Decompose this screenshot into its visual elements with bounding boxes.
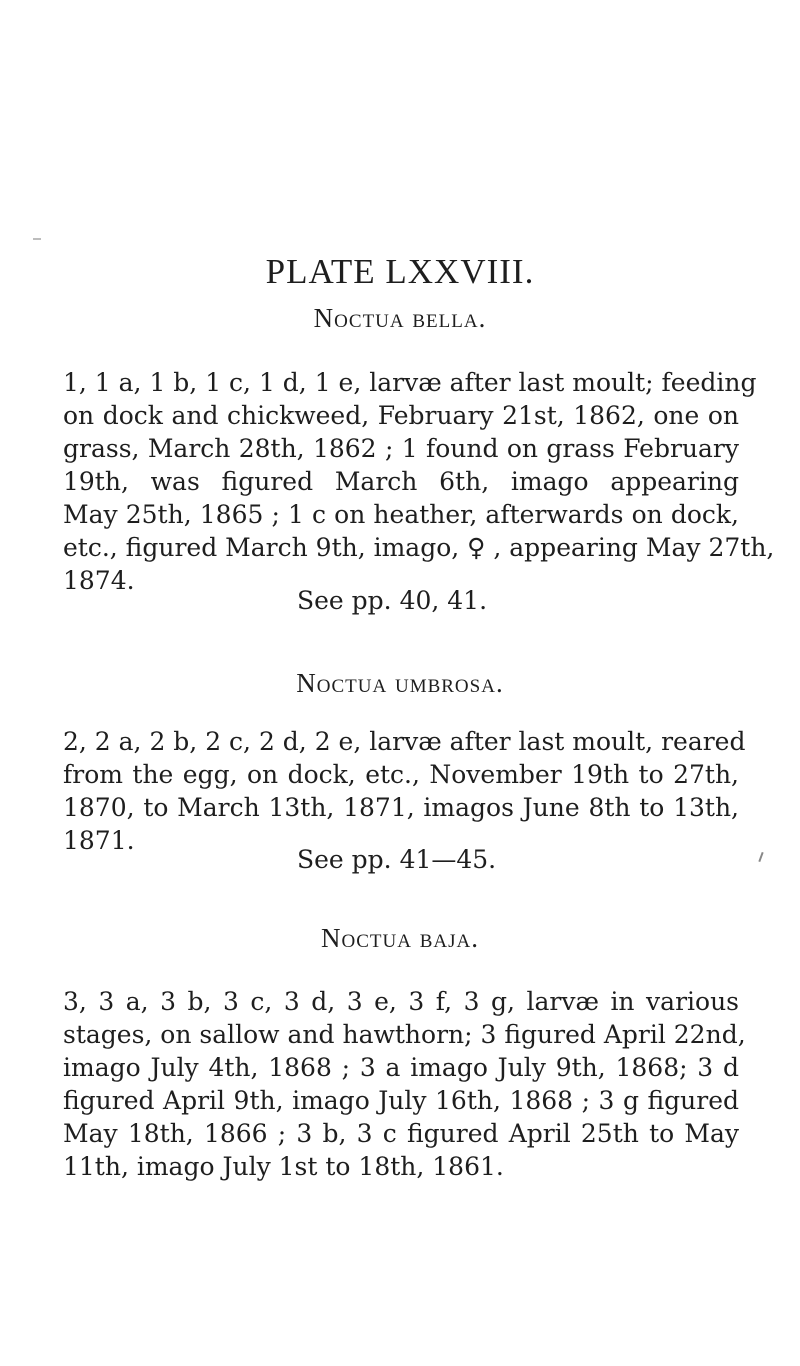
species-heading-bella: Noctua bella. [313, 303, 487, 333]
entry-baja [63, 985, 746, 1183]
entry-line: grass, March 28th, 1862 ; 1 found on grass February [63, 434, 739, 463]
entry-line: 11th, imago July 1st to 18th, 1861. [63, 1152, 504, 1181]
plate-title: PLATE LXXVIII. [265, 252, 535, 291]
species-heading-baja: Noctua baja. [321, 923, 479, 953]
entry-line: May 18th, 1866 ; 3 b, 3 c figured April 25th to May [63, 1119, 739, 1148]
entry-line: etc., figured March 9th, imago, ♀ , appearing May 27th, [63, 533, 775, 562]
entry-line: 19th, was figured March 6th, imago appearing [63, 467, 739, 496]
entry-line: 2, 2 a, 2 b, 2 c, 2 d, 2 e, larvæ after last moult, reared [63, 727, 746, 756]
entry-line: 1874. [63, 566, 135, 595]
species-heading-umbrosa: Noctua umbrosa. [296, 668, 504, 698]
entry-line: 3, 3 a, 3 b, 3 c, 3 d, 3 e, 3 f, 3 g, larvæ in various [63, 987, 739, 1016]
entry-line: 1, 1 a, 1 b, 1 c, 1 d, 1 e, larvæ after last moult; feeding [63, 368, 757, 397]
entry-line: imago July 4th, 1868 ; 3 a imago July 9th, 1868; 3 d [63, 1053, 739, 1082]
entry-line: 1871. [63, 826, 135, 855]
scan-tick [758, 852, 763, 862]
entry-line: stages, on sallow and hawthorn; 3 figured April 22nd, [63, 1020, 746, 1049]
entry-line: from the egg, on dock, etc., November 19th to 27th, [63, 760, 739, 789]
entry-bella [63, 366, 775, 597]
see-reference-bella: See pp. 40, 41. [297, 586, 488, 615]
see-reference-umbrosa: See pp. 41—45. [297, 845, 497, 874]
scan-mark [33, 238, 41, 240]
entry-line: figured April 9th, imago July 16th, 1868 ; 3 g figured [63, 1086, 739, 1115]
entry-line: May 25th, 1865 ; 1 c on heather, afterwards on dock, [63, 500, 739, 529]
entry-umbrosa [63, 725, 746, 857]
entry-line: on dock and chickweed, February 21st, 1862, one on [63, 401, 739, 430]
entry-line: 1870, to March 13th, 1871, imagos June 8th to 13th, [63, 793, 739, 822]
